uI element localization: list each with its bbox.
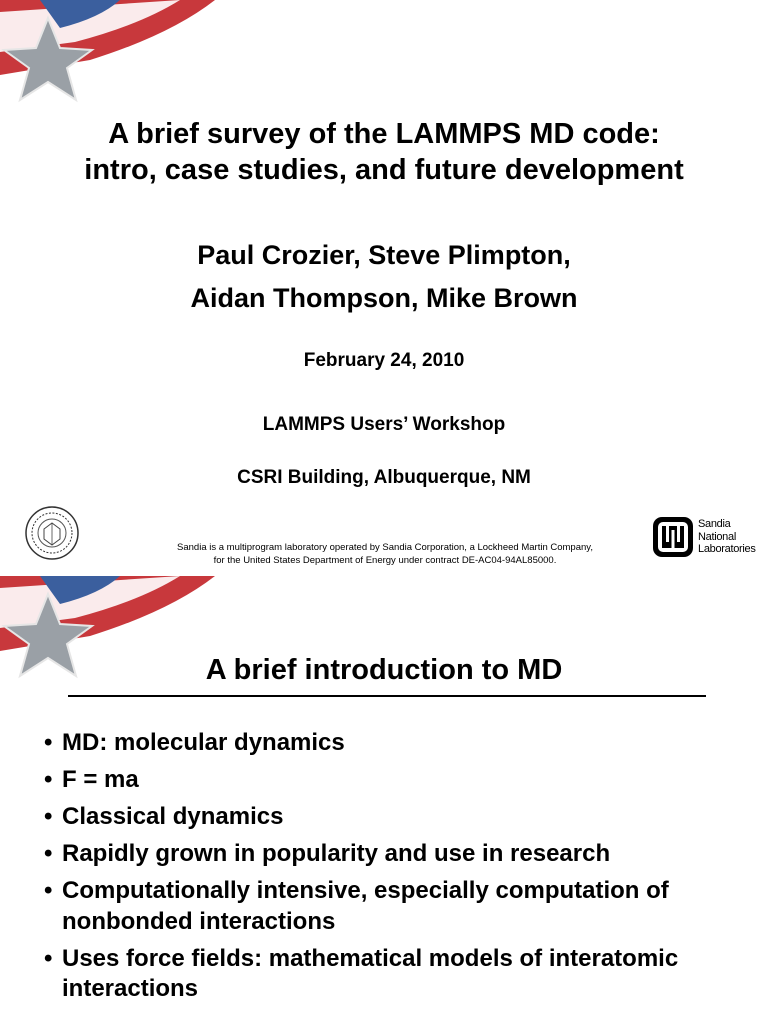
authors [0,234,768,320]
title-underline [68,695,706,697]
authors-line-2: Aidan Thompson, Mike Brown [190,283,578,313]
authors-line-1: Paul Crozier, Steve Plimpton, [197,240,571,270]
bullet-item: • Computationally intensive, especially computation of nonbonded interactions [44,877,669,935]
bullet-item: • MD: molecular dynamics [44,729,345,756]
presentation-title [0,116,768,188]
title-line-2: intro, case studies, and future development [84,154,684,186]
bullet-item: • Classical dynamics [44,803,284,830]
slide-title: A brief introduction to MD [205,654,563,686]
bullet-item: • Uses force fields: mathematical models of interatomic interactions [44,944,679,1002]
sandia-logo-text: Sandia National Laboratories [698,518,756,555]
event-name: LAMMPS Users’ Workshop [262,414,506,435]
bullet-item: • Rapidly grown in popularity and use in research [44,840,611,867]
footer-line-2: for the United States Department of Energy under contract DE-AC04-94AL85000. [213,555,557,566]
sandia-disclaimer [140,541,630,567]
bullet-item: • F = ma [44,766,139,793]
sandia-logo [652,516,762,560]
title-line-1: A brief survey of the LAMMPS MD code: [108,118,660,150]
intro-slide [0,576,768,1024]
footer-line-1: Sandia is a multiprogram laboratory operated by Sandia Corporation, a Lockheed Martin Company, [177,542,593,553]
doe-seal-icon [24,505,80,561]
presentation-date: February 24, 2010 [303,350,465,371]
bullet-list [44,728,744,1011]
sandia-thunderbird-icon [652,516,694,558]
flag-star-banner-icon [0,0,230,110]
event-location: CSRI Building, Albuquerque, NM [237,467,531,488]
